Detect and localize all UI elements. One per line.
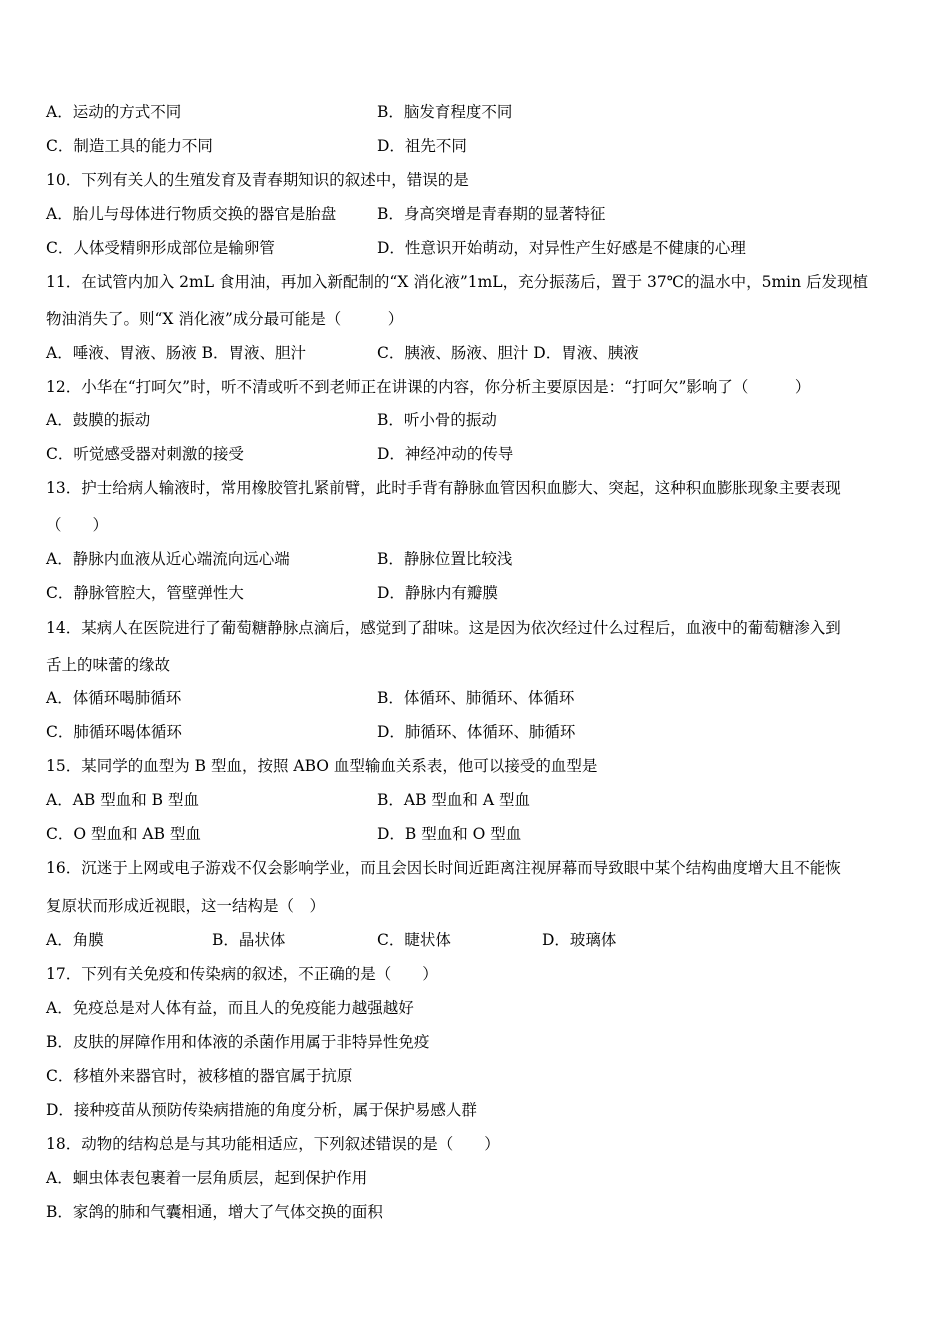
q16-stem-line1: 16．沉迷于上网或电子游戏不仅会影响学业，而且会因长时间近距离注视屏幕而导致眼中某个结构曲度增大且不能恢 (46, 859, 841, 877)
q11-stem-line2: 物油消失了。则“X 消化液”成分最可能是（ ） (46, 310, 404, 328)
q9-option-a: A．运动的方式不同 (46, 103, 182, 121)
q13-option-b: B．静脉位置比较浅 (377, 550, 513, 568)
q12-option-a: A．鼓膜的振动 (46, 411, 151, 429)
q13-stem-line2: （ ） (46, 516, 109, 534)
q15-option-d: D．B 型血和 O 型血 (377, 825, 522, 843)
q14-option-d: D．肺循环、体循环、肺循环 (377, 723, 576, 741)
q14-option-a: A．体循环喝肺循环 (46, 689, 182, 707)
q15-option-a: A．AB 型血和 B 型血 (46, 791, 199, 809)
q10-stem: 10．下列有关人的生殖发育及青春期知识的叙述中，错误的是 (46, 171, 469, 189)
q16-option-c: C．睫状体 (377, 931, 451, 949)
q13-option-c: C．静脉管腔大，管壁弹性大 (46, 584, 244, 602)
q18-stem: 18．动物的结构总是与其功能相适应，下列叙述错误的是（ ） (46, 1135, 500, 1153)
q18-option-a: A．蛔虫体表包裹着一层角质层，起到保护作用 (46, 1169, 368, 1187)
q13-option-a: A．静脉内血液从近心端流向远心端 (46, 550, 290, 568)
q10-option-c: C．人体受精卵形成部位是输卵管 (46, 239, 275, 257)
q16-option-a: A．角膜 (46, 931, 104, 949)
q12-option-b: B．听小骨的振动 (377, 411, 497, 429)
q12-option-c: C．听觉感受器对刺激的接受 (46, 445, 244, 463)
q16-option-d: D．玻璃体 (542, 931, 617, 949)
q11-options-ab: A．唾液、胃液、肠液 B．胃液、胆汁 (46, 344, 307, 362)
q16-stem-line2: 复原状而形成近视眼，这一结构是（ ） (46, 897, 326, 915)
q10-option-d: D．性意识开始萌动，对异性产生好感是不健康的心理 (377, 239, 746, 257)
q10-option-b: B．身高突增是青春期的显著特征 (377, 205, 606, 223)
q15-stem: 15．某同学的血型为 B 型血，按照 ABO 血型输血关系表，他可以接受的血型是 (46, 757, 598, 775)
q12-option-d: D．神经冲动的传导 (377, 445, 514, 463)
q17-option-c: C．移植外来器官时，被移植的器官属于抗原 (46, 1067, 353, 1085)
q17-option-d: D．接种疫苗从预防传染病措施的角度分析，属于保护易感人群 (46, 1101, 477, 1119)
q10-option-a: A．胎儿与母体进行物质交换的器官是胎盘 (46, 205, 337, 223)
q11-options-cd: C．胰液、肠液、胆汁 D．胃液、胰液 (377, 344, 639, 362)
q13-option-d: D．静脉内有瓣膜 (377, 584, 498, 602)
q14-option-c: C．肺循环喝体循环 (46, 723, 182, 741)
q17-option-a: A．免疫总是对人体有益，而且人的免疫能力越强越好 (46, 999, 414, 1017)
q14-stem-line2: 舌上的味蕾的缘故 (46, 656, 171, 674)
q11-stem-line1: 11．在试管内加入 2mL 食用油，再加入新配制的“X 消化液”1mL，充分振荡后，置于 37℃的温水中，5min 后发现植 (46, 273, 869, 291)
q16-option-b: B．晶状体 (212, 931, 286, 949)
q17-stem: 17．下列有关免疫和传染病的叙述，不正确的是（ ） (46, 965, 438, 983)
q14-option-b: B．体循环、肺循环、体循环 (377, 689, 575, 707)
q12-stem: 12．小华在“打呵欠”时，听不清或听不到老师正在讲课的内容，你分析主要原因是：“打呵欠”影响了（ ） (46, 378, 811, 396)
q9-option-b: B．脑发育程度不同 (377, 103, 513, 121)
q18-option-b: B．家鸽的肺和气囊相通，增大了气体交换的面积 (46, 1203, 383, 1221)
q15-option-b: B．AB 型血和 A 型血 (377, 791, 530, 809)
q13-stem-line1: 13．护士给病人输液时，常用橡胶管扎紧前臂，此时手背有静脉血管因积血膨大、突起，这种积血膨胀现象主要表现 (46, 479, 841, 497)
q9-option-c: C．制造工具的能力不同 (46, 137, 213, 155)
q15-option-c: C．O 型血和 AB 型血 (46, 825, 201, 843)
q9-option-d: D．祖先不同 (377, 137, 467, 155)
q14-stem-line1: 14．某病人在医院进行了葡萄糖静脉点滴后，感觉到了甜味。这是因为依次经过什么过程后，血液中的葡萄糖渗入到 (46, 619, 841, 637)
q17-option-b: B．皮肤的屏障作用和体液的杀菌作用属于非特异性免疫 (46, 1033, 430, 1051)
